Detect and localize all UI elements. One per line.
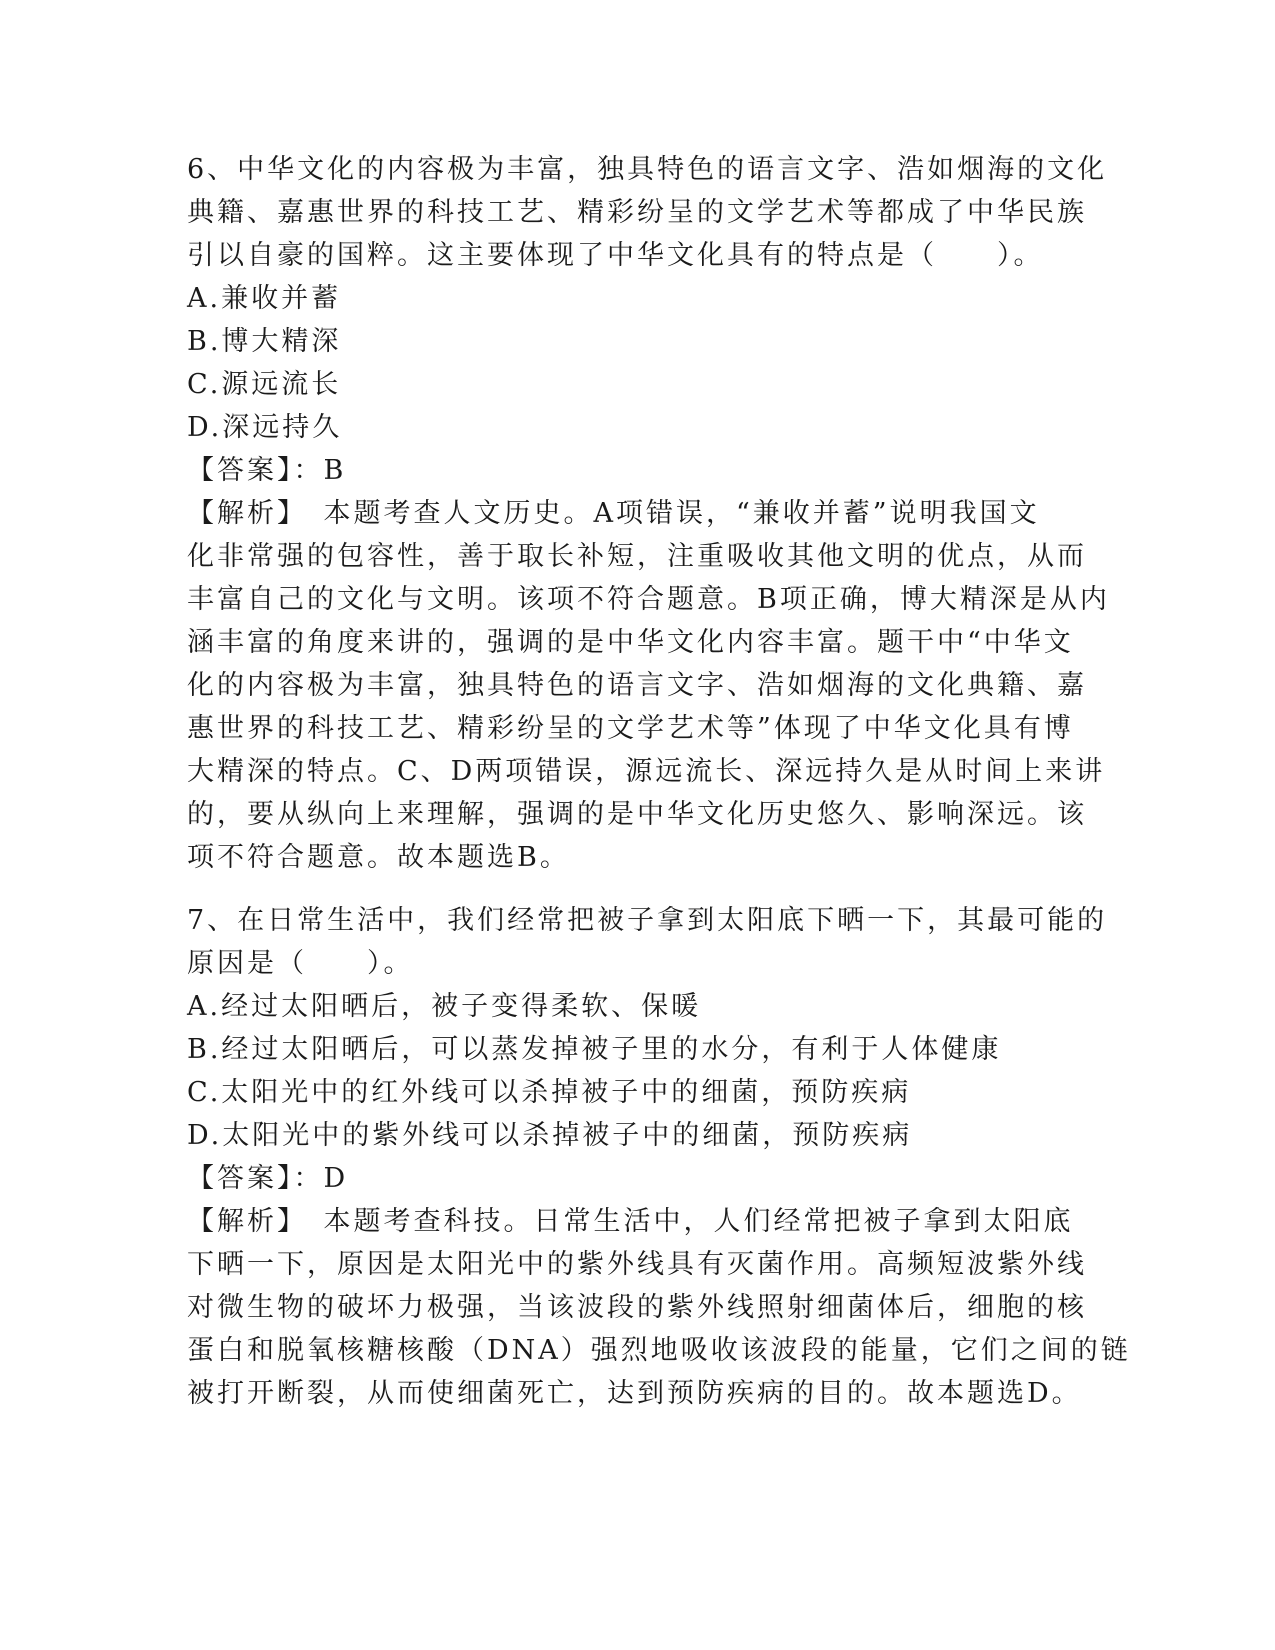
option-d: D.深远持久: [187, 412, 343, 443]
analysis-line: 【解析】 本题考查人文历史。A项错误，“兼收并蓄”说明我国文: [187, 498, 1040, 529]
option-d: D.太阳光中的紫外线可以杀掉被子中的细菌，预防疾病: [187, 1120, 913, 1151]
question-spacer: [187, 879, 1087, 899]
question-stem-line: 引以自豪的国粹。这主要体现了中华文化具有的特点是（ ）。: [187, 240, 1044, 271]
analysis-line: 下晒一下，原因是太阳光中的紫外线具有灭菌作用。高频短波紫外线: [187, 1249, 1087, 1280]
analysis-line: 化非常强的包容性，善于取长补短，注重吸收其他文明的优点，从而: [187, 541, 1087, 572]
question-stem-line: 典籍、嘉惠世界的科技工艺、精彩纷呈的文学艺术等都成了中华民族: [187, 197, 1087, 228]
question-6: [187, 148, 1110, 879]
analysis-line: 化的内容极为丰富，独具特色的语言文字、浩如烟海的文化典籍、嘉: [187, 670, 1087, 701]
option-c: C.源远流长: [187, 369, 342, 400]
option-b: B.博大精深: [187, 326, 342, 357]
analysis-line: 的，要从纵向上来理解，强调的是中华文化历史悠久、影响深远。该: [187, 799, 1087, 830]
analysis-line: 惠世界的科技工艺、精彩纷呈的文学艺术等”体现了中华文化具有博: [187, 713, 1074, 744]
analysis-line: 涵丰富的角度来讲的，强调的是中华文化内容丰富。题干中“中华文: [187, 627, 1074, 658]
analysis-line: 被打开断裂，从而使细菌死亡，达到预防疾病的目的。故本题选D。: [187, 1378, 1082, 1409]
option-a: A.兼收并蓄: [187, 283, 342, 314]
analysis-line: 对微生物的破坏力极强，当该波段的紫外线照射细菌体后，细胞的核: [187, 1292, 1087, 1323]
analysis-line: 【解析】 本题考查科技。日常生活中，人们经常把被子拿到太阳底: [187, 1206, 1074, 1237]
analysis-line: 项不符合题意。故本题选B。: [187, 842, 570, 873]
document-page: [187, 148, 1131, 1415]
question-7: [187, 899, 1131, 1415]
option-a: A.经过太阳晒后，被子变得柔软、保暖: [187, 991, 702, 1022]
analysis-line: 蛋白和脱氧核糖核酸（DNA）强烈地吸收该波段的能量，它们之间的链: [187, 1335, 1131, 1366]
question-stem-line: 原因是（ ）。: [187, 948, 414, 979]
question-stem-line: 6、中华文化的内容极为丰富，独具特色的语言文字、浩如烟海的文化: [187, 154, 1108, 185]
answer-line: 【答案】：B: [187, 455, 347, 486]
analysis-line: 丰富自己的文化与文明。该项不符合题意。B项正确，博大精深是从内: [187, 584, 1110, 615]
question-stem-line: 7、在日常生活中，我们经常把被子拿到太阳底下晒一下，其最可能的: [187, 905, 1108, 936]
option-b: B.经过太阳晒后，可以蒸发掉被子里的水分，有利于人体健康: [187, 1034, 1002, 1065]
answer-line: 【答案】：D: [187, 1163, 349, 1194]
option-c: C.太阳光中的红外线可以杀掉被子中的细菌，预防疾病: [187, 1077, 912, 1108]
analysis-line: 大精深的特点。C、D两项错误，源远流长、深远持久是从时间上来讲: [187, 756, 1106, 787]
